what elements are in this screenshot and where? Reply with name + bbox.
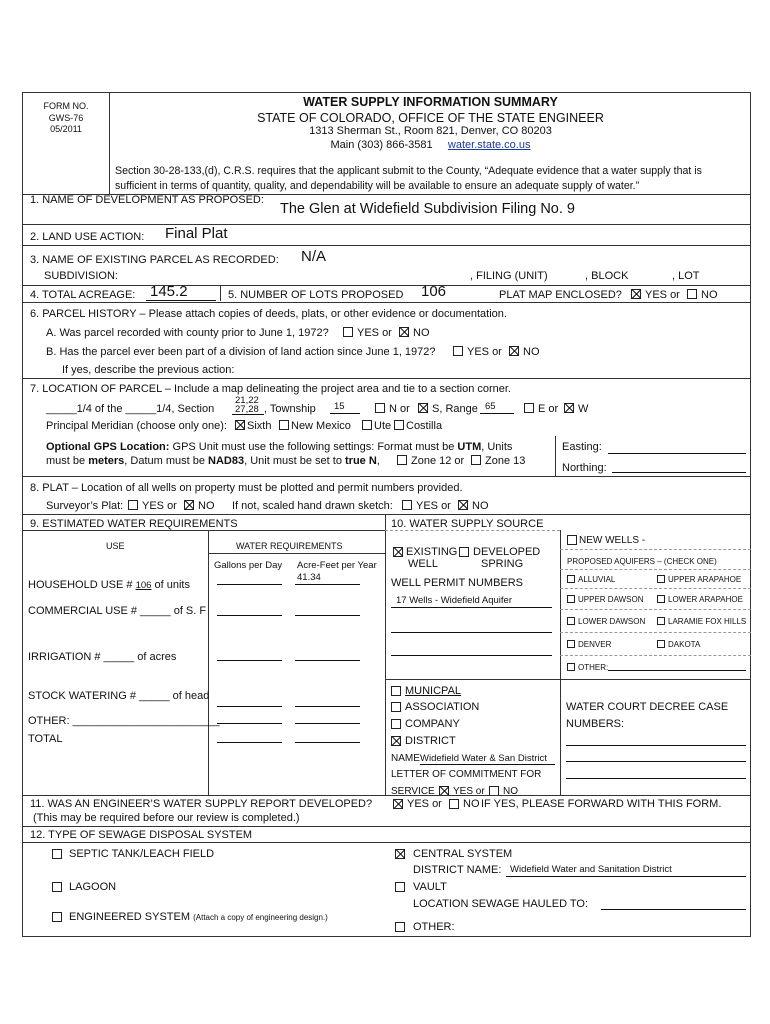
commercial-gpd-field[interactable] [217, 615, 282, 616]
septic-checkbox[interactable] [52, 849, 62, 859]
other-aquifer-label: OTHER: [578, 663, 609, 672]
south-range-label: S, Range [432, 403, 478, 415]
service-no-label: NO [503, 786, 518, 797]
upper-dawson-label: UPPER DAWSON [578, 595, 644, 604]
surveyor-yes-checkbox[interactable] [128, 500, 138, 510]
land-use-action[interactable]: Final Plat [165, 225, 228, 242]
lower-dawson-label: LOWER DAWSON [578, 617, 646, 626]
stock-label: STOCK WATERING # _____ of head [28, 690, 210, 702]
hand-sketch-label: If not, scaled hand drawn sketch: [232, 500, 393, 512]
s6b-no-checkbox[interactable] [509, 346, 519, 356]
other-aquifer-field[interactable] [608, 670, 746, 671]
s7-label: 7. LOCATION OF PARCEL – Include a map delineating the project area and tie to a section corner. [30, 383, 511, 395]
commercial-label: COMMERCIAL USE # _____ of S. F [28, 605, 207, 617]
plat-map-yes-checkbox[interactable] [631, 289, 641, 299]
stock-afy-field[interactable] [295, 706, 360, 707]
septic-label: SEPTIC TANK/LEACH FIELD [69, 848, 215, 860]
other-sewage-label: OTHER: [413, 921, 455, 933]
s3-label: 3. NAME OF EXISTING PARCEL AS RECORDED: [30, 254, 279, 266]
surveyor-no-checkbox[interactable] [184, 500, 194, 510]
alluvial-label: ALLUVIAL [578, 575, 616, 584]
district-name-label: DISTRICT NAME: [413, 864, 502, 876]
east-label: E or [538, 403, 559, 415]
well-permit-field-2[interactable] [391, 632, 552, 633]
agency-name: STATE OF COLORADO, OFFICE OF THE STATE ENGINEER [257, 111, 604, 125]
location-sewage-field[interactable] [601, 909, 746, 910]
upper-arapahoe-checkbox[interactable] [657, 575, 665, 583]
afy-header: Acre-Feet per Year [297, 560, 377, 571]
form-title: WATER SUPPLY INFORMATION SUMMARY [303, 95, 558, 109]
denver-checkbox[interactable] [567, 640, 575, 648]
service-yes-label: YES or [453, 786, 485, 797]
zone12-label: Zone 12 or [411, 455, 465, 467]
lagoon-checkbox[interactable] [52, 882, 62, 892]
statute-line-2: sufficient in terms of quantity, quality, and dependability will be available to ensure an adequate supply of water.” [115, 180, 640, 192]
engineer-report-yes-checkbox[interactable] [393, 799, 403, 809]
costilla-label: Costilla [406, 420, 443, 432]
service-label: SERVICE [391, 786, 435, 797]
principal-meridian-label: Principal Meridian (choose only one): [46, 420, 227, 432]
developed-label: DEVELOPED [473, 546, 541, 558]
lots-proposed[interactable]: 106 [421, 283, 447, 300]
location-sewage-label: LOCATION SEWAGE HAULED TO: [413, 898, 589, 910]
letter-commitment-label: LETTER OF COMMITMENT FOR [391, 769, 542, 780]
upper-dawson-checkbox[interactable] [567, 595, 575, 603]
form-code: GWS-76 [48, 112, 84, 123]
sketch-yes-checkbox[interactable] [402, 500, 412, 510]
engineer-report-instruction: IF YES, PLEASE FORWARD WITH THIS FORM. [481, 798, 722, 810]
other-gpd-field[interactable] [217, 723, 282, 724]
upper-arapahoe-label: UPPER ARAPAHOE [668, 575, 742, 584]
company-checkbox[interactable] [391, 719, 401, 729]
s6-label: 6. PARCEL HISTORY – Please attach copies of deeds, plats, or other evidence or documentation. [30, 308, 507, 320]
section-value[interactable]: 27,28 [235, 404, 259, 415]
water-req-header: WATER REQUIREMENTS [236, 541, 343, 551]
ute-checkbox[interactable] [362, 420, 372, 430]
district-label: DISTRICT [405, 735, 456, 747]
commercial-afy-field[interactable] [295, 615, 360, 616]
surveyor-no-label: NO [198, 500, 215, 512]
laramie-fox-hills-checkbox[interactable] [657, 617, 665, 625]
sixth-pm-label: Sixth [247, 420, 272, 432]
municipal-checkbox[interactable] [391, 686, 401, 696]
s6b-yes-label: YES or [467, 346, 502, 358]
total-afy-field[interactable] [295, 742, 360, 743]
dakota-checkbox[interactable] [657, 640, 665, 648]
total-label: TOTAL [28, 733, 63, 745]
s5-label: 5. NUMBER OF LOTS PROPOSED [228, 289, 404, 301]
plat-map-label: PLAT MAP ENCLOSED? [499, 289, 622, 301]
subdivision-label: SUBDIVISION: [44, 270, 118, 282]
district-name-value[interactable]: Widefield Water and Sanitation District [510, 864, 672, 875]
s6-question-b: B. Has the parcel ever been part of a division of land action since June 1, 1972? [46, 346, 436, 358]
provider-name-label: NAME [391, 753, 420, 764]
easting-field[interactable] [608, 453, 746, 454]
s11-label: 11. WAS AN ENGINEER’S WATER SUPPLY REPORT DEVELOPED? [30, 798, 373, 810]
sixth-pm-checkbox[interactable] [235, 420, 245, 430]
central-system-checkbox[interactable] [395, 849, 405, 859]
well-permit-field-3[interactable] [391, 655, 552, 656]
other-afy-field[interactable] [295, 723, 360, 724]
s10-label: 10. WATER SUPPLY SOURCE [391, 518, 544, 530]
household-afy-value[interactable]: 41.34 [297, 572, 321, 583]
s6a-no-label: NO [413, 327, 430, 339]
association-label: ASSOCIATION [405, 701, 480, 713]
s6-question-a: A. Was parcel recorded with county prior to June 1, 1972? [46, 327, 329, 339]
northing-field[interactable] [612, 472, 746, 473]
form-number-label: FORM NO. [43, 101, 89, 111]
vault-checkbox[interactable] [395, 882, 405, 892]
plat-map-yes-label: YES or [645, 289, 680, 301]
main-phone: Main (303) 866-3581 [330, 139, 433, 151]
s6-describe: If yes, describe the previous action: [62, 364, 235, 376]
irrigation-gpd-field[interactable] [217, 660, 282, 661]
gps-line-1: Optional GPS Location: GPS Unit must use the following settings: Format must be UTM, Units [46, 441, 513, 453]
lower-arapahoe-checkbox[interactable] [657, 595, 665, 603]
gps-line-2: must be meters, Datum must be NAD83, Unit must be set to true N, [46, 455, 380, 467]
west-checkbox[interactable] [564, 403, 574, 413]
new-wells-label: NEW WELLS - [579, 535, 646, 546]
costilla-checkbox[interactable] [394, 420, 404, 430]
s6a-no-checkbox[interactable] [399, 327, 409, 337]
proposed-aquifers-label: PROPOSED AQUIFERS – (CHECK ONE) [567, 557, 717, 566]
statute-line-1: Section 30-28-133,(d), C.R.S. requires that the applicant submit to the County, “Adequate evidence that a water supply that is [115, 165, 702, 177]
engineer-report-note: (This may be required before our review is completed.) [33, 812, 300, 824]
plat-map-no-checkbox[interactable] [687, 289, 697, 299]
lower-arapahoe-label: LOWER ARAPAHOE [668, 595, 743, 604]
household-gpd-field[interactable] [217, 584, 282, 585]
stock-gpd-field[interactable] [217, 706, 282, 707]
zone13-label: Zone 13 [485, 455, 526, 467]
gpd-header: Gallons per Day [214, 560, 283, 571]
section-value-top[interactable]: 21,22 [235, 395, 259, 406]
s6a-yes-label: YES or [357, 327, 392, 339]
new-mexico-checkbox[interactable] [279, 420, 289, 430]
decree-field-3[interactable] [566, 778, 746, 779]
denver-label: DENVER [578, 640, 612, 649]
quarter-section: _____1/4 of the _____1/4, Section [46, 403, 215, 415]
total-acreage[interactable]: 145.2 [150, 283, 188, 300]
spring-label: SPRING [481, 558, 524, 570]
lower-dawson-checkbox[interactable] [567, 617, 575, 625]
well-label: WELL [408, 558, 438, 570]
surveyor-yes-label: YES or [142, 500, 177, 512]
vault-label: VAULT [413, 881, 447, 893]
sketch-no-checkbox[interactable] [458, 500, 468, 510]
municipal-label: MUNICPAL [405, 685, 462, 697]
engineered-system-label: ENGINEERED SYSTEM (Attach a copy of engineering design.) [69, 911, 328, 923]
engineer-report-no-label: NO [463, 798, 480, 810]
northing-label: Northing: [562, 462, 607, 474]
s12-label: 12. TYPE OF SEWAGE DISPOSAL SYSTEM [30, 829, 253, 841]
s6b-no-label: NO [523, 346, 540, 358]
central-system-label: CENTRAL SYSTEM [413, 848, 513, 860]
company-label: COMPANY [405, 718, 460, 730]
association-checkbox[interactable] [391, 702, 401, 712]
household-afy-field[interactable] [295, 584, 360, 585]
agency-address: 1313 Sherman St., Room 821, Denver, CO 80203 [309, 125, 552, 137]
west-label: W [578, 403, 589, 415]
other-sewage-checkbox[interactable] [395, 922, 405, 932]
use-header: USE [106, 541, 125, 551]
alluvial-checkbox[interactable] [567, 575, 575, 583]
decree-label-1: WATER COURT DECREE CASE [566, 701, 729, 713]
irrigation-afy-field[interactable] [295, 660, 360, 661]
lagoon-label: LAGOON [69, 881, 117, 893]
existing-well-checkbox[interactable] [393, 547, 403, 557]
s2-label: 2. LAND USE ACTION: [30, 231, 145, 243]
north-label: N or [389, 403, 410, 415]
sketch-yes-label: YES or [416, 500, 451, 512]
sketch-no-label: NO [472, 500, 489, 512]
s1-label: 1. NAME OF DEVELOPMENT AS PROPOSED: [30, 194, 264, 206]
s9-label: 9. ESTIMATED WATER REQUIREMENTS [30, 518, 238, 530]
household-label: HOUSEHOLD USE # 106 of units [28, 579, 190, 591]
dakota-label: DAKOTA [668, 640, 701, 649]
s6a-yes-checkbox[interactable] [343, 327, 353, 337]
easting-label: Easting: [562, 441, 602, 453]
s4-label: 4. TOTAL ACREAGE: [30, 289, 136, 301]
decree-label-2: NUMBERS: [566, 718, 625, 730]
township-value[interactable]: 15 [334, 401, 345, 412]
website-link[interactable]: water.state.co.us [447, 139, 531, 151]
other-aquifer-checkbox[interactable] [567, 663, 575, 671]
decree-field-1[interactable] [566, 745, 746, 746]
other-use-label: OTHER: ________________________ [28, 715, 220, 727]
new-mexico-label: New Mexico [291, 420, 351, 432]
irrigation-label: IRRIGATION # _____ of acres [28, 651, 177, 663]
engineered-system-checkbox[interactable] [52, 912, 62, 922]
block-label: , BLOCK [585, 270, 629, 282]
form-date: 05/2011 [50, 124, 82, 134]
north-checkbox[interactable] [375, 403, 385, 413]
s8-label: 8. PLAT – Location of all wells on property must be plotted and permit numbers provided. [30, 482, 463, 494]
district-checkbox[interactable] [391, 736, 401, 746]
well-permit-value[interactable]: 17 Wells - Widefield Aquifer [396, 595, 512, 606]
developed-spring-checkbox[interactable] [459, 547, 469, 557]
well-permit-label: WELL PERMIT NUMBERS [391, 577, 524, 589]
township-label: , Township [264, 403, 316, 415]
new-wells-checkbox[interactable] [567, 535, 577, 545]
existing-parcel-name[interactable]: N/A [301, 248, 327, 265]
range-value[interactable]: 65 [485, 401, 496, 412]
development-name[interactable]: The Glen at Widefield Subdivision Filing No. 9 [280, 201, 575, 217]
filing-label: , FILING (UNIT) [470, 270, 548, 282]
existing-label: EXISTING [406, 546, 458, 558]
lot-label: , LOT [672, 270, 700, 282]
east-checkbox[interactable] [524, 403, 534, 413]
laramie-fox-hills-label: LARAMIE FOX HILLS [668, 617, 747, 626]
zone13-checkbox[interactable] [471, 455, 481, 465]
plat-map-no-label: NO [701, 289, 718, 301]
engineer-report-yes-label: YES or [407, 798, 442, 810]
ute-label: Ute [374, 420, 392, 432]
decree-field-2[interactable] [566, 761, 746, 762]
surveyor-plat-label: Surveyor’s Plat: [46, 500, 124, 512]
engineer-report-no-checkbox[interactable] [449, 799, 459, 809]
zone12-checkbox[interactable] [397, 455, 407, 465]
s6b-yes-checkbox[interactable] [453, 346, 463, 356]
south-checkbox[interactable] [418, 403, 428, 413]
total-gpd-field[interactable] [217, 742, 282, 743]
provider-name-value[interactable]: Widefield Water & San District [420, 753, 547, 764]
